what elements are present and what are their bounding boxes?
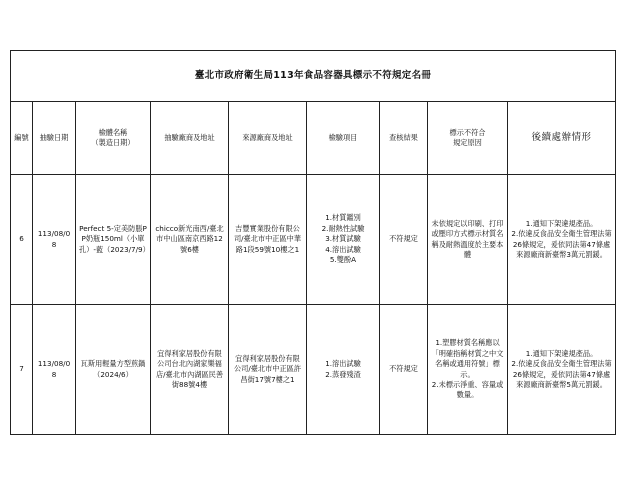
- item-line: 2.耐熱性試驗: [321, 223, 365, 233]
- cell-product: 瓦斯用輕量方型煎鍋（2024/6）: [76, 305, 151, 435]
- cell-sampled-at: 宜得利家居股份有限公司台北內湖家樂福店/臺北市內湖區民善街88號4樓: [151, 305, 229, 435]
- followup-line: 1.通知下架違規產品。: [525, 218, 598, 228]
- item-line: 5.雙酚A: [329, 255, 357, 265]
- reason-line: 2.未標示淨重、容量或數量。: [431, 379, 504, 400]
- cell-followup: [508, 305, 616, 435]
- item-line: 4.溶出試驗: [325, 244, 361, 254]
- report-title: 臺北市政府衛生局113年食品容器具標示不符規定名冊: [11, 51, 616, 102]
- cell-reason: [428, 175, 508, 305]
- cell-no: 7: [11, 305, 33, 435]
- header-reason-line: 規定原因: [453, 138, 482, 147]
- cell-result: 不符規定: [380, 175, 428, 305]
- cell-source: 吉豐實業股份有限公司/臺北市中正區中華路1段59號10樓之1: [229, 175, 307, 305]
- header-reason: [428, 102, 508, 175]
- header-source: 來源廠商及地址: [229, 102, 307, 175]
- followup-line: 2.依違反食品安全衛生管理法第26條規定，爰依同法第47條處來源廠商新臺幣5萬元罰鍰。: [511, 359, 612, 389]
- cell-sampled-at: chicco新光南西/臺北市中山區南京西路12號6樓: [151, 175, 229, 305]
- reason-line: 1.塑膠材質名稱應以「明確指稱材質之中文名稱或通用符號」標示。: [431, 338, 504, 379]
- cell-no: 6: [11, 175, 33, 305]
- header-product: [76, 102, 151, 175]
- header-no: 編號: [11, 102, 33, 175]
- header-date: 抽驗日期: [33, 102, 76, 175]
- header-sampled-at: 抽驗廠商及地址: [151, 102, 229, 175]
- header-product-line: 檢體名稱: [98, 127, 128, 137]
- cell-items: [307, 175, 380, 305]
- header-product-line: （製造日期）: [91, 138, 135, 147]
- cell-reason: [428, 305, 508, 435]
- cell-source: 宜得利家居股份有限公司/臺北市中正區許昌街17號7樓之1: [229, 305, 307, 435]
- table-row: [11, 305, 616, 435]
- followup-line: 2.依違反食品安全衛生管理法第26條規定，爰依同法第47條處來源廠商新臺幣3萬元罰鍰。: [511, 229, 612, 259]
- header-result: 查核結果: [380, 102, 428, 175]
- table-row: [11, 175, 616, 305]
- header-followup: 後續處辦情形: [508, 102, 616, 175]
- cell-product: Perfect 5-定美防脹PP奶瓶150ml（小單孔）-藍（2023/7/9）: [76, 175, 151, 305]
- header-reason-line: 標示不符合: [449, 127, 486, 137]
- cell-items: [307, 305, 380, 435]
- reason-line: 未依規定以印刷、打印或壓印方式標示材質名稱及耐熱溫度於主要本體: [431, 218, 504, 259]
- cell-followup: [508, 175, 616, 305]
- followup-line: 1.通知下架違規產品。: [525, 348, 598, 358]
- cell-result: 不符規定: [380, 305, 428, 435]
- cell-date: 113/08/08: [33, 175, 76, 305]
- cell-date: 113/08/08: [33, 305, 76, 435]
- report-table: [10, 50, 616, 435]
- item-line: 3.材質試驗: [325, 234, 361, 244]
- item-line: 1.溶出試驗: [325, 359, 361, 369]
- header-row: [11, 102, 616, 175]
- header-items: 檢驗項目: [307, 102, 380, 175]
- item-line: 1.材質鑑別: [325, 213, 361, 223]
- item-line: 2.蒸發殘渣: [325, 369, 361, 379]
